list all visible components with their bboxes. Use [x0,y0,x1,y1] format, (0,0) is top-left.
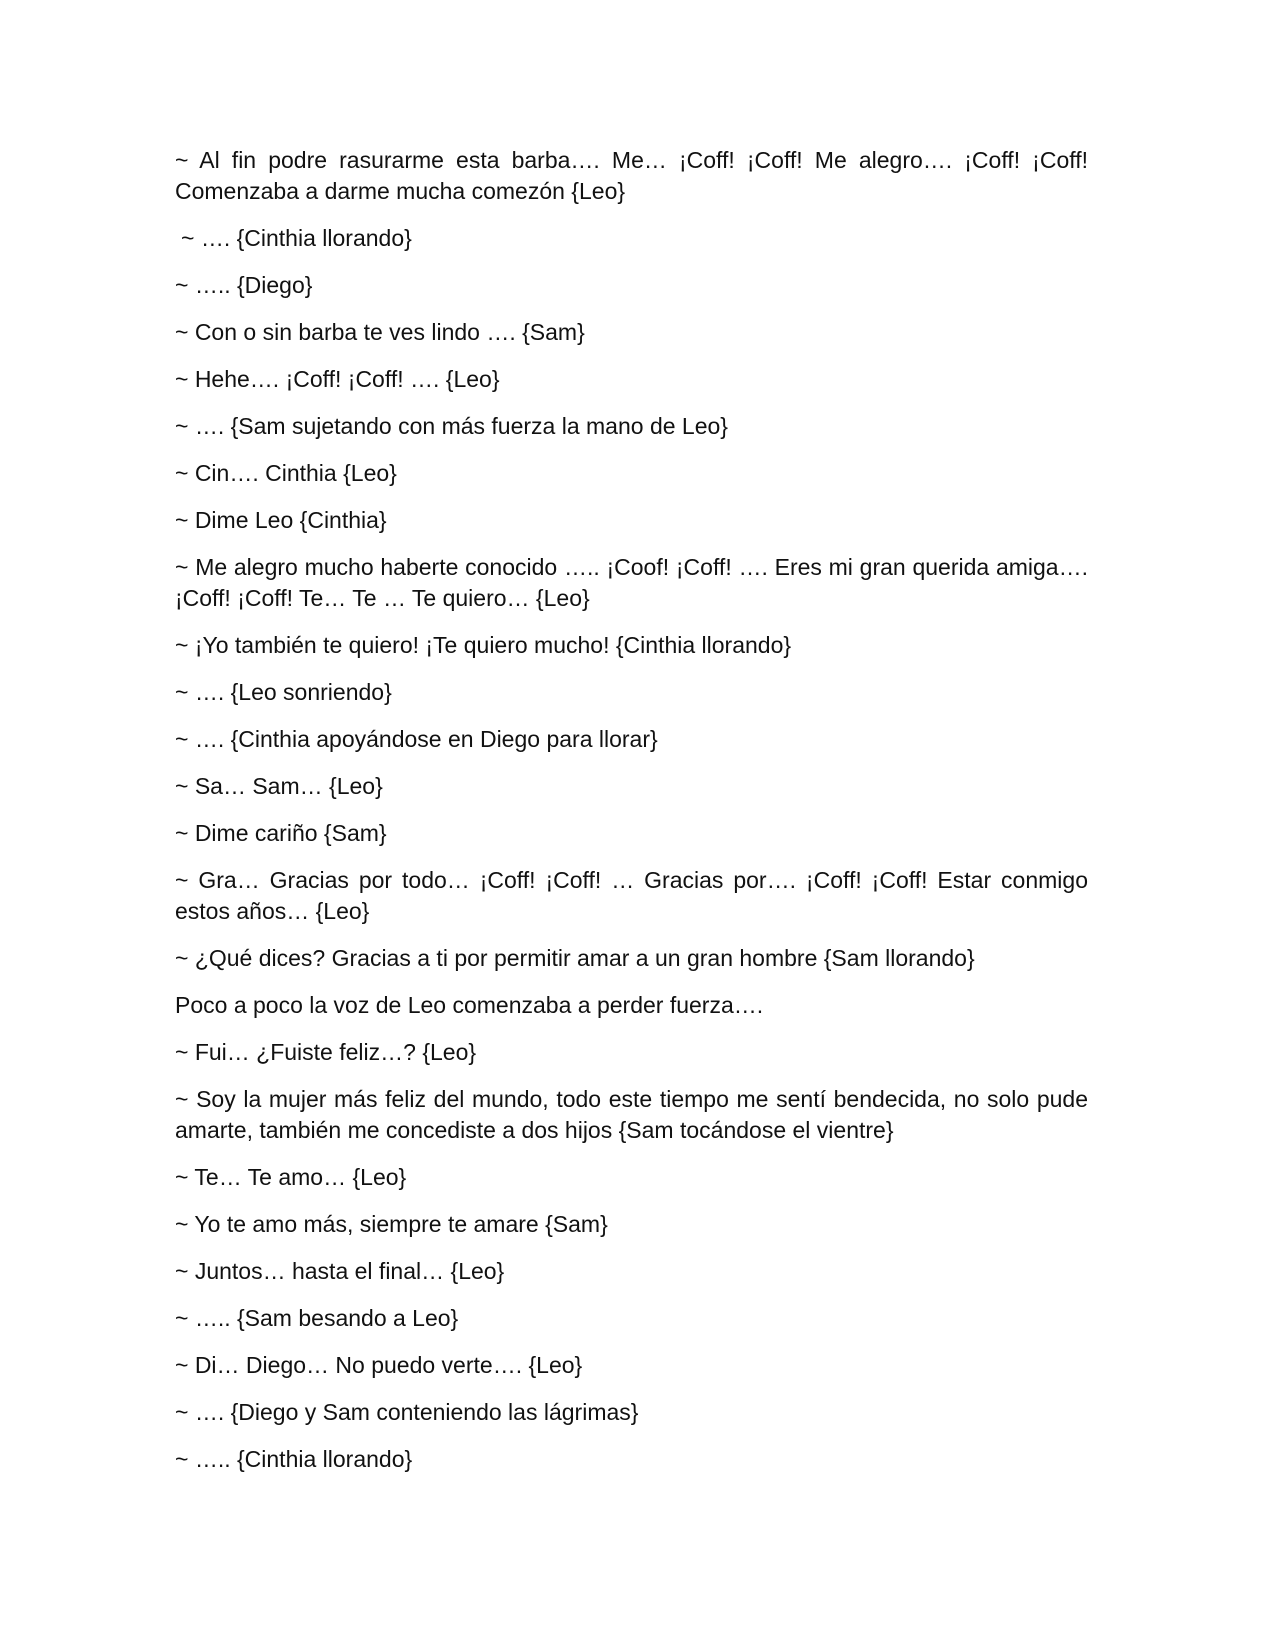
paragraph: ~ Con o sin barba te ves lindo …. {Sam} [175,319,585,345]
paragraph: ~ Soy la mujer más feliz del mundo, todo este tiempo me sentí bendecida, no solo pude amarte, también me concediste a dos hijos {Sam tocándose el vientre} [175,1086,1088,1143]
paragraph: ~ Sa… Sam… {Leo} [175,773,383,799]
paragraph: ~ Di… Diego… No puedo verte…. {Leo} [175,1352,583,1378]
paragraph: ~ Fui… ¿Fuiste feliz…? {Leo} [175,1039,477,1065]
paragraph: ~ ¡Yo también te quiero! ¡Te quiero mucho! {Cinthia llorando} [175,632,792,658]
paragraph: ~ Hehe…. ¡Coff! ¡Coff! …. {Leo} [175,366,500,392]
paragraph: ~ …. {Leo sonriendo} [175,679,392,705]
paragraph: ~ Juntos… hasta el final… {Leo} [175,1258,505,1284]
paragraph: ~ ….. {Sam besando a Leo} [175,1305,459,1331]
paragraph: ~ Yo te amo más, siempre te amare {Sam} [175,1211,608,1237]
paragraph: ~ Te… Te amo… {Leo} [175,1164,407,1190]
paragraph: ~ Dime Leo {Cinthia} [175,507,387,533]
paragraph: ~ ¿Qué dices? Gracias a ti por permitir amar a un gran hombre {Sam llorando} [175,945,975,971]
paragraph: ~ Cin…. Cinthia {Leo} [175,460,397,486]
paragraph: ~ Me alegro mucho haberte conocido ….. ¡Coof! ¡Coff! …. Eres mi gran querida amiga…. ¡Coff! ¡Coff! Te… Te … Te quiero… {Leo} [175,554,1088,611]
narration-paragraph: Poco a poco la voz de Leo comenzaba a perder fuerza…. [175,992,764,1018]
dialogue-text [175,145,1088,1491]
paragraph: ~ Gra… Gracias por todo… ¡Coff! ¡Coff! … Gracias por…. ¡Coff! ¡Coff! Estar conmigo estos años… {Leo} [175,867,1088,924]
paragraph: ~ …. {Cinthia apoyándose en Diego para llorar} [175,726,658,752]
paragraph: ~ ….. {Cinthia llorando} [175,1446,413,1472]
paragraph: ~ …. {Sam sujetando con más fuerza la mano de Leo} [175,413,728,439]
paragraph: ~ …. {Diego y Sam conteniendo las lágrimas} [175,1399,639,1425]
paragraph: ~ Dime cariño {Sam} [175,820,387,846]
paragraph: ~ ….. {Diego} [175,272,313,298]
paragraph: ~ Al fin podre rasurarme esta barba…. Me… ¡Coff! ¡Coff! Me alegro…. ¡Coff! ¡Coff! Comenzaba a darme mucha comezón {Leo} [175,147,1088,204]
paragraph: ~ …. {Cinthia llorando} [181,225,412,251]
